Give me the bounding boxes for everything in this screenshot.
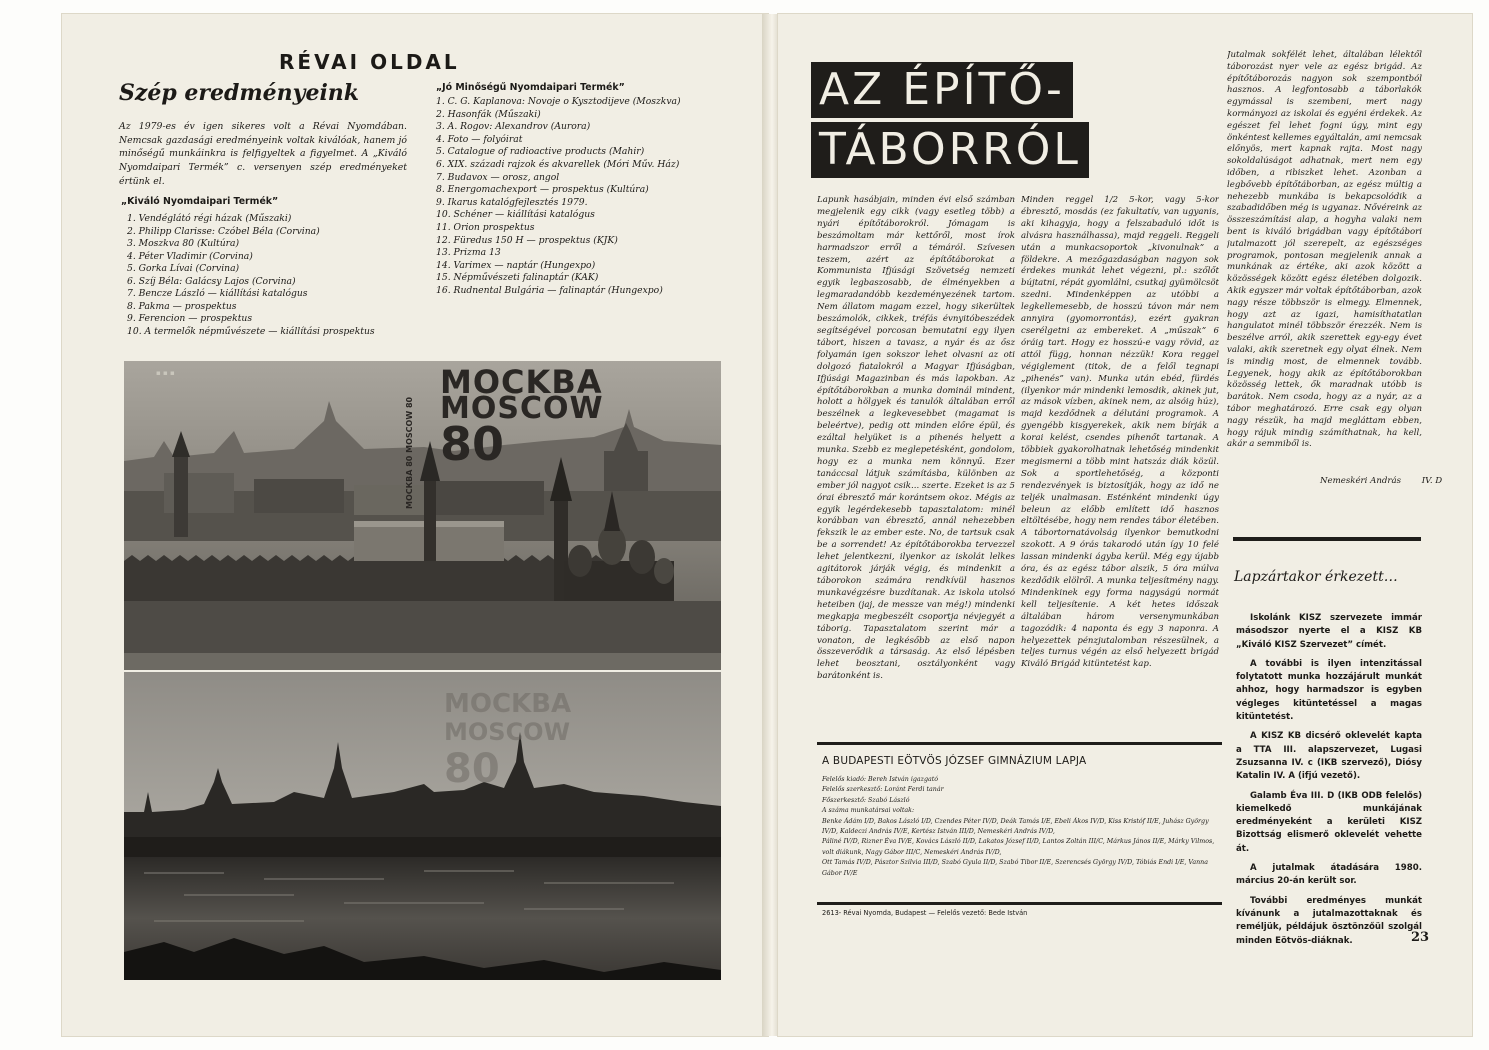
svg-text:MOSCOW: MOSCOW: [444, 718, 571, 746]
article-column-3: Jutalmak sokfélét lehet, általában lélektől táborozást nyer vele az egész brigád. Az építőtáborozás nagyon sok szempontból hasznos. A legfontosabb a táborlakók egymással is szembeni, mert nagy kormányozi az iskolai és egyéni érdekek. Az egészet fel lehet fogni úgy, mint egy önkéntest kellemes egyáltalán, ami nemcsak előnyös, mert kapnak rajta. Most nagy sokoldalúságot adhatnak, mert nem egy időben, a ribiszket lehet. Azonban a legbővebb építőtáborban, az egész múltig a nehezebb munkába is bekapcsolódik a szabadidőben még is ugyanaz. Nővéreink az összeszámítási alap, a hogyha valaki nem bent is kiváló brigádban vagy építőtábori jutalmazott jól szerepelt, az egészséges programok, pontosan megjelenik annak a munkának az értéke, aki azok között a közösségek között egész életében dolgozik. Akik egyszer már voltak építőtáborban, azok nagy része többször is elmegy. Elmennek, hogy azt az igazi, hamisíthatatlan hangulatot minél többször érezzék. Nem is beszélve arról, akik szerettek egy-egy évet valaki, akik szeretnek egy olyat élnek. Nem is mindig most, de elmennek tovább. Legyenek, hogy akik az építőtáborokban közösség lettek, ők maradnak utóbb is barátok. Nem csoda, hogy az a nyár, az a tábor meghatározó. Erre csak egy olyan nagy részük, ha majd megláttam ebben, hogy rájuk mindig számíthatnak, ha kell, akár a semmiből is.: [1227, 50, 1422, 450]
award-list-item: 15. Népművészeti falinaptár (KAK): [436, 272, 599, 284]
notice-paragraph: A KISZ KB dicsérő oklevelét kapta a TTA III. alapszervezet, Lugasi Zsuzsanna IV. c (IKB szervező), Diósy Katalin IV. A (ifjú vezető).: [1236, 731, 1422, 782]
notice-body: [1236, 612, 1422, 954]
award-list-item: 8. Pakma — prospektus: [127, 300, 237, 312]
notice-paragraph: Galamb Éva III. D (IKB ODB felelős) kiemelkedő munkájának eredményeként a kerületi KISZ Bizottság elismerő oklevelét vehette át.: [1236, 790, 1422, 854]
masthead-top-rule: [817, 742, 1222, 745]
printer-imprint: 2613- Révai Nyomda, Budapest — Felelős vezető: Bede István: [822, 909, 1028, 917]
award-list-item: 16. Rudnental Bulgária — falinaptár (Hungexpo): [436, 284, 663, 296]
article-title: [811, 62, 1089, 178]
award-list-item: 6. Szíj Béla: Galácsy Lajos (Corvina): [127, 275, 296, 287]
masthead-credit-line: Felelős kiadó: Bereh István igazgató: [822, 776, 939, 783]
notice-paragraph: Iskolánk KISZ szervezete immár másodszor nyerte el a KISZ KB „Kiváló KISZ Szervezet” címét.: [1236, 613, 1422, 650]
award-list-item: 14. Varimex — naptár (Hungexpo): [436, 259, 596, 271]
award-list-item: 6. XIX. századi rajzok és akvarellek (Móri Műv. Ház): [436, 158, 680, 170]
poster-title-cyrillic: MOCKBA: [440, 363, 603, 401]
masthead-credit-line: Felelős szerkesztő: Loránt Ferdi tanár: [822, 786, 944, 794]
article-title-line1: AZ ÉPÍTŐ-: [811, 62, 1073, 118]
award-list-excellent: [121, 196, 411, 338]
award-list-item: 10. A termelők népművészete — kiállítási prospektus: [127, 325, 375, 337]
signature-class: IV. D: [1421, 476, 1443, 486]
svg-text:80: 80: [444, 746, 500, 792]
masthead-bottom-rule: [817, 902, 1222, 905]
masthead-credits: [822, 775, 1217, 879]
award-list-item: 1. Vendéglátó régi házak (Műszaki): [127, 213, 292, 224]
award-list-item: 4. Péter Vladimir (Corvina): [127, 250, 253, 262]
svg-text:MOCKBA: MOCKBA: [444, 689, 572, 719]
photo-credit-mark: ▪ ▪ ▪: [156, 369, 175, 377]
moscow-skyline-image: [124, 361, 721, 670]
section-title: RÉVAI OLDAL: [279, 50, 460, 74]
masthead-credit-line: Páliné IV/D, Rizner Éva IV/E, Kovács László II/D, Lakatos József II/D, Lantos Zoltán III/C, Márkus János II/E, Márky Vilmos, volt diákunk, Nagy Gábor III/C, Nemeskéri András IV/D,: [822, 838, 1215, 856]
article-column-1: Lapunk hasábjain, minden évi első számban megjelenik egy cikk (vagy esetleg több) a nyári építőtáborokról. Jómagam is beszámoltam már kettőről, most írok harmadszor erről a témáról. Szívesen teszem, azért az építőtáborokat a Kommunista Ifjúsági Szövetség nemzeti egyik legbaszosabb, de élményekben a legmaradandóbb kezdeményezének tartom. Nem állatom magam ezzel, hogy sikerültek beszámolók, cikkek, tréfás évnyitóbeszédek segítségével porcosan bemutatni egy ilyen tábort, hiszen a tavasz, a nyár és az ősz folyamán igen sokszor lehet olvasni az oti dolgozó fiatalokról a Magyar Ifjúságban, Ifjúsági Magazinban és más lapokban. Az építőtáborokban a munka dominál mindent, holott a hölgyek és tanulók általában erről beszélnek a legkevesebbet (magamat is beleértve), pedig ott minden előre épül, és ezáltal helyüket is a pihenés helyett a munka. Szebb ez meglepetésként, gondolom, hogy ez a munka nem könnyű. Ezer tanáccsal látjuk számításba, különben az ember jól nagyot csik... szerte. Ezeket is az 5 órai ébresztő már korántsem okoz. Mégis az egyik legérdekesebb tapasztalatom: minél korábban van ébresztő, annál nehezebben fekszik le az ember este. No, de tartsuk csak be a sorrendet! Az építőtáborokba tervezzel lehet jelentkezni, ilyenkor az iskolát lelkes agitátorok járják végig, és mindenkit a táborokon számára rendkívül hasznos munkavégzésre buzdítanak. Az iskola utolsó heteiben (jaj, de messze van még!) mindenki megkapja megbeszélt csoportja névjegyét a táborig. Tapasztalatom szerint már a vonaton, de legkésőbb az első napon összeverődik a társaság. Az első lépésben lehet beosztani, osztályonként vagy barátonként is.: [817, 195, 1015, 682]
award-list-excellent-items: [121, 213, 411, 338]
award-list-item: 12. Füredus 150 H — prospektus (KJK): [436, 234, 618, 246]
masthead-credit-line: Főszerkesztő: Szabó László: [822, 796, 910, 804]
article-column-2: Minden reggel 1/2 5-kor, vagy 5-kor ébresztő, mosdás (ez fakultatív, van ugyanis, aki kihagyja, hogy a felszabaduló időt is alvásra használhassa), majd reggeli. Reggeli után a munkacsoportok „kivonulnak” a földekre. A mezőgazdaságban nagyon sok érdekes munkát lehet végezni, pl.: szőlőt bújtatni, répát gyomlálni, csutkaj gyümölcsöt szedni. Mindenképpen az utóbbi a legkellemesebb, de hosszú távon már nem annyira (gyomorrontás), ezért gyakran cserélgetni az embereket. A „műszak” 6 óráig tart. Hogy ez hosszú-e vagy rövid, az attól függ, honnan nézzük! Kora reggel végiglement (titok, de a felől tegnapi „pihenés” van). Munka után ebéd, fürdés (ilyenkor már mindenki lemosdik, akinek jut, az mások vízben, akinek nem, az alsóig húz), majd kezdődnek a délutáni programok. A gyengébb kisgyerekek, akik nem bírják a korai kelést, csendes pihenőt tartanak. A többiek gyakorolhatnak lehetőség mindenkit megismerni a több mint hatszáz diák közül. Sok a sportlehetőség, a központi rendezvények is biztosítják, hogy az idő ne teljék unalmasan. Esténként mindenki úgy beleun az előbb említett idő hasznos eltöltésébe, hogy nem rendes tábor életében. A tábortornatávolság ilyenkor bemutkodni szokott. A 9 órás takarodó után így 10 felé lassan mindenki ágyba kerül. Még egy újabb óra, és az egész tábor alszik, 5 óra múlva kezdődik elölről. A munka teljesítmény nagy. Mindenkinek egy forma nagyságú normát kell teljesítenie. A két hetes időszak általában három versenymunkában tagozódik: 4 naponta és egy 3 naponra. A helyezettek pénzjutalomban részesülnek, a teljes turnus végén az első helyezett brigád Kiváló Brigád kitüntetést kap.: [1021, 195, 1219, 670]
award-list-item: 11. Orion prospektus: [436, 221, 535, 233]
sea-skyline-image: [124, 672, 721, 980]
award-list-item: 3. A. Rogov: Alexandrov (Aurora): [436, 121, 591, 133]
award-list-good-quality-title: „Jó Minőségű Nyomdaipari Termék”: [436, 82, 625, 93]
tallinn-sea-photo: [124, 672, 721, 980]
award-list-item: 2. Philipp Clarisse: Czóbel Béla (Corvina): [127, 225, 320, 237]
notice-paragraph: További eredményes munkát kívánunk a jutalmazottaknak és reméljük, példájuk ösztönzőül szolgál minden Eötvös-diáknak.: [1236, 895, 1422, 946]
award-list-good-quality-items: [436, 96, 726, 298]
award-list-item: 8. Energomachexport — prospektus (Kultúra): [436, 184, 649, 196]
award-list-item: 2. Hasonfák (Műszaki): [436, 108, 541, 120]
masthead-credit-line: Benke Ádám I/D, Bakos László I/D, Czendes Péter IV/D, Deák Tamás I/E, Ebeli Ákos IV/D, Kiss Kristóf II/E, Juhász György IV/D, Kaldeczi András IV/E, Kertész István III/D, Nemeskéri András IV/D,: [822, 817, 1209, 836]
award-list-good-quality: [436, 82, 726, 298]
moscow-poster-photo: [124, 361, 721, 670]
award-list-item: 13. Prizma 13: [436, 247, 501, 259]
award-list-item: 5. Gorka Lívai (Corvina): [127, 263, 240, 274]
notice-title: Lapzártakor érkezett…: [1234, 569, 1398, 585]
masthead-credit-line: Ott Tamás IV/D, Pásztor Szilvia III/D, Szabó Gyula II/D, Szabó Tibor II/E, Szerencsés György IV/D, Tóbiás Endi I/E, Vanna Gábor IV/E: [822, 859, 1208, 877]
award-list-item: 9. Ferencion — prospektus: [127, 313, 253, 324]
signature: [1320, 475, 1442, 488]
notice-top-rule: [1233, 537, 1421, 541]
award-list-item: 5. Catalogue of radioactive products (Mahir): [436, 146, 645, 158]
award-list-item: 3. Moszkva 80 (Kultúra): [127, 238, 240, 249]
award-list-item: 10. Schéner — kiállítási katalógus: [436, 209, 595, 221]
poster-year: 80: [440, 417, 505, 471]
article-title-line2: TÁBORRÓL: [811, 122, 1089, 178]
award-list-excellent-title: „Kiváló Nyomdaipari Termék”: [121, 196, 279, 207]
poster-side-text: МОСКВА 80 MOSCOW 80: [405, 396, 414, 509]
masthead-credit-line: A száma munkatársai voltak:: [822, 807, 915, 815]
poster-title-latin: MOSCOW: [440, 391, 604, 426]
masthead-title: A BUDAPESTI EÖTVÖS JÓZSEF GIMNÁZIUM LAPJA: [822, 755, 1087, 767]
award-list-item: 7. Budavox — orosz, angol: [436, 171, 560, 183]
signature-name: Nemeskéri András: [1320, 476, 1402, 486]
headline: Szép eredményeink: [119, 80, 360, 106]
notice-paragraph: A jutalmak átadására 1980. március 20-án került sor.: [1236, 863, 1422, 887]
award-list-item: 4. Foto — folyóirat: [436, 133, 523, 145]
award-list-item: 7. Bencze László — kiállítási katalógus: [127, 288, 308, 299]
page-number: 23: [1411, 930, 1430, 945]
notice-paragraph: A további is ilyen intenzitással folytatott munka hozzájárult munkát ahhoz, hogy harmadszor is egyben végleges kitüntetéssel a magas kitüntetést.: [1236, 658, 1422, 723]
intro-paragraph: Az 1979-es év igen sikeres volt a Révai Nyomdában. Nemcsak gazdasági eredményeink voltak kiválóak, hanem jó minőségű munkáinkra is felfigyeltek a figyelmet. A „Kiváló Nyomdaipari Termék” c. versenyen szép eredményeket értünk el.: [119, 121, 407, 187]
award-list-item: 1. C. G. Kaplanova: Novoje o Kysztodijeve (Moszkva): [436, 96, 681, 107]
award-list-item: 9. Ikarus katalógfejlesztés 1979.: [436, 196, 588, 208]
